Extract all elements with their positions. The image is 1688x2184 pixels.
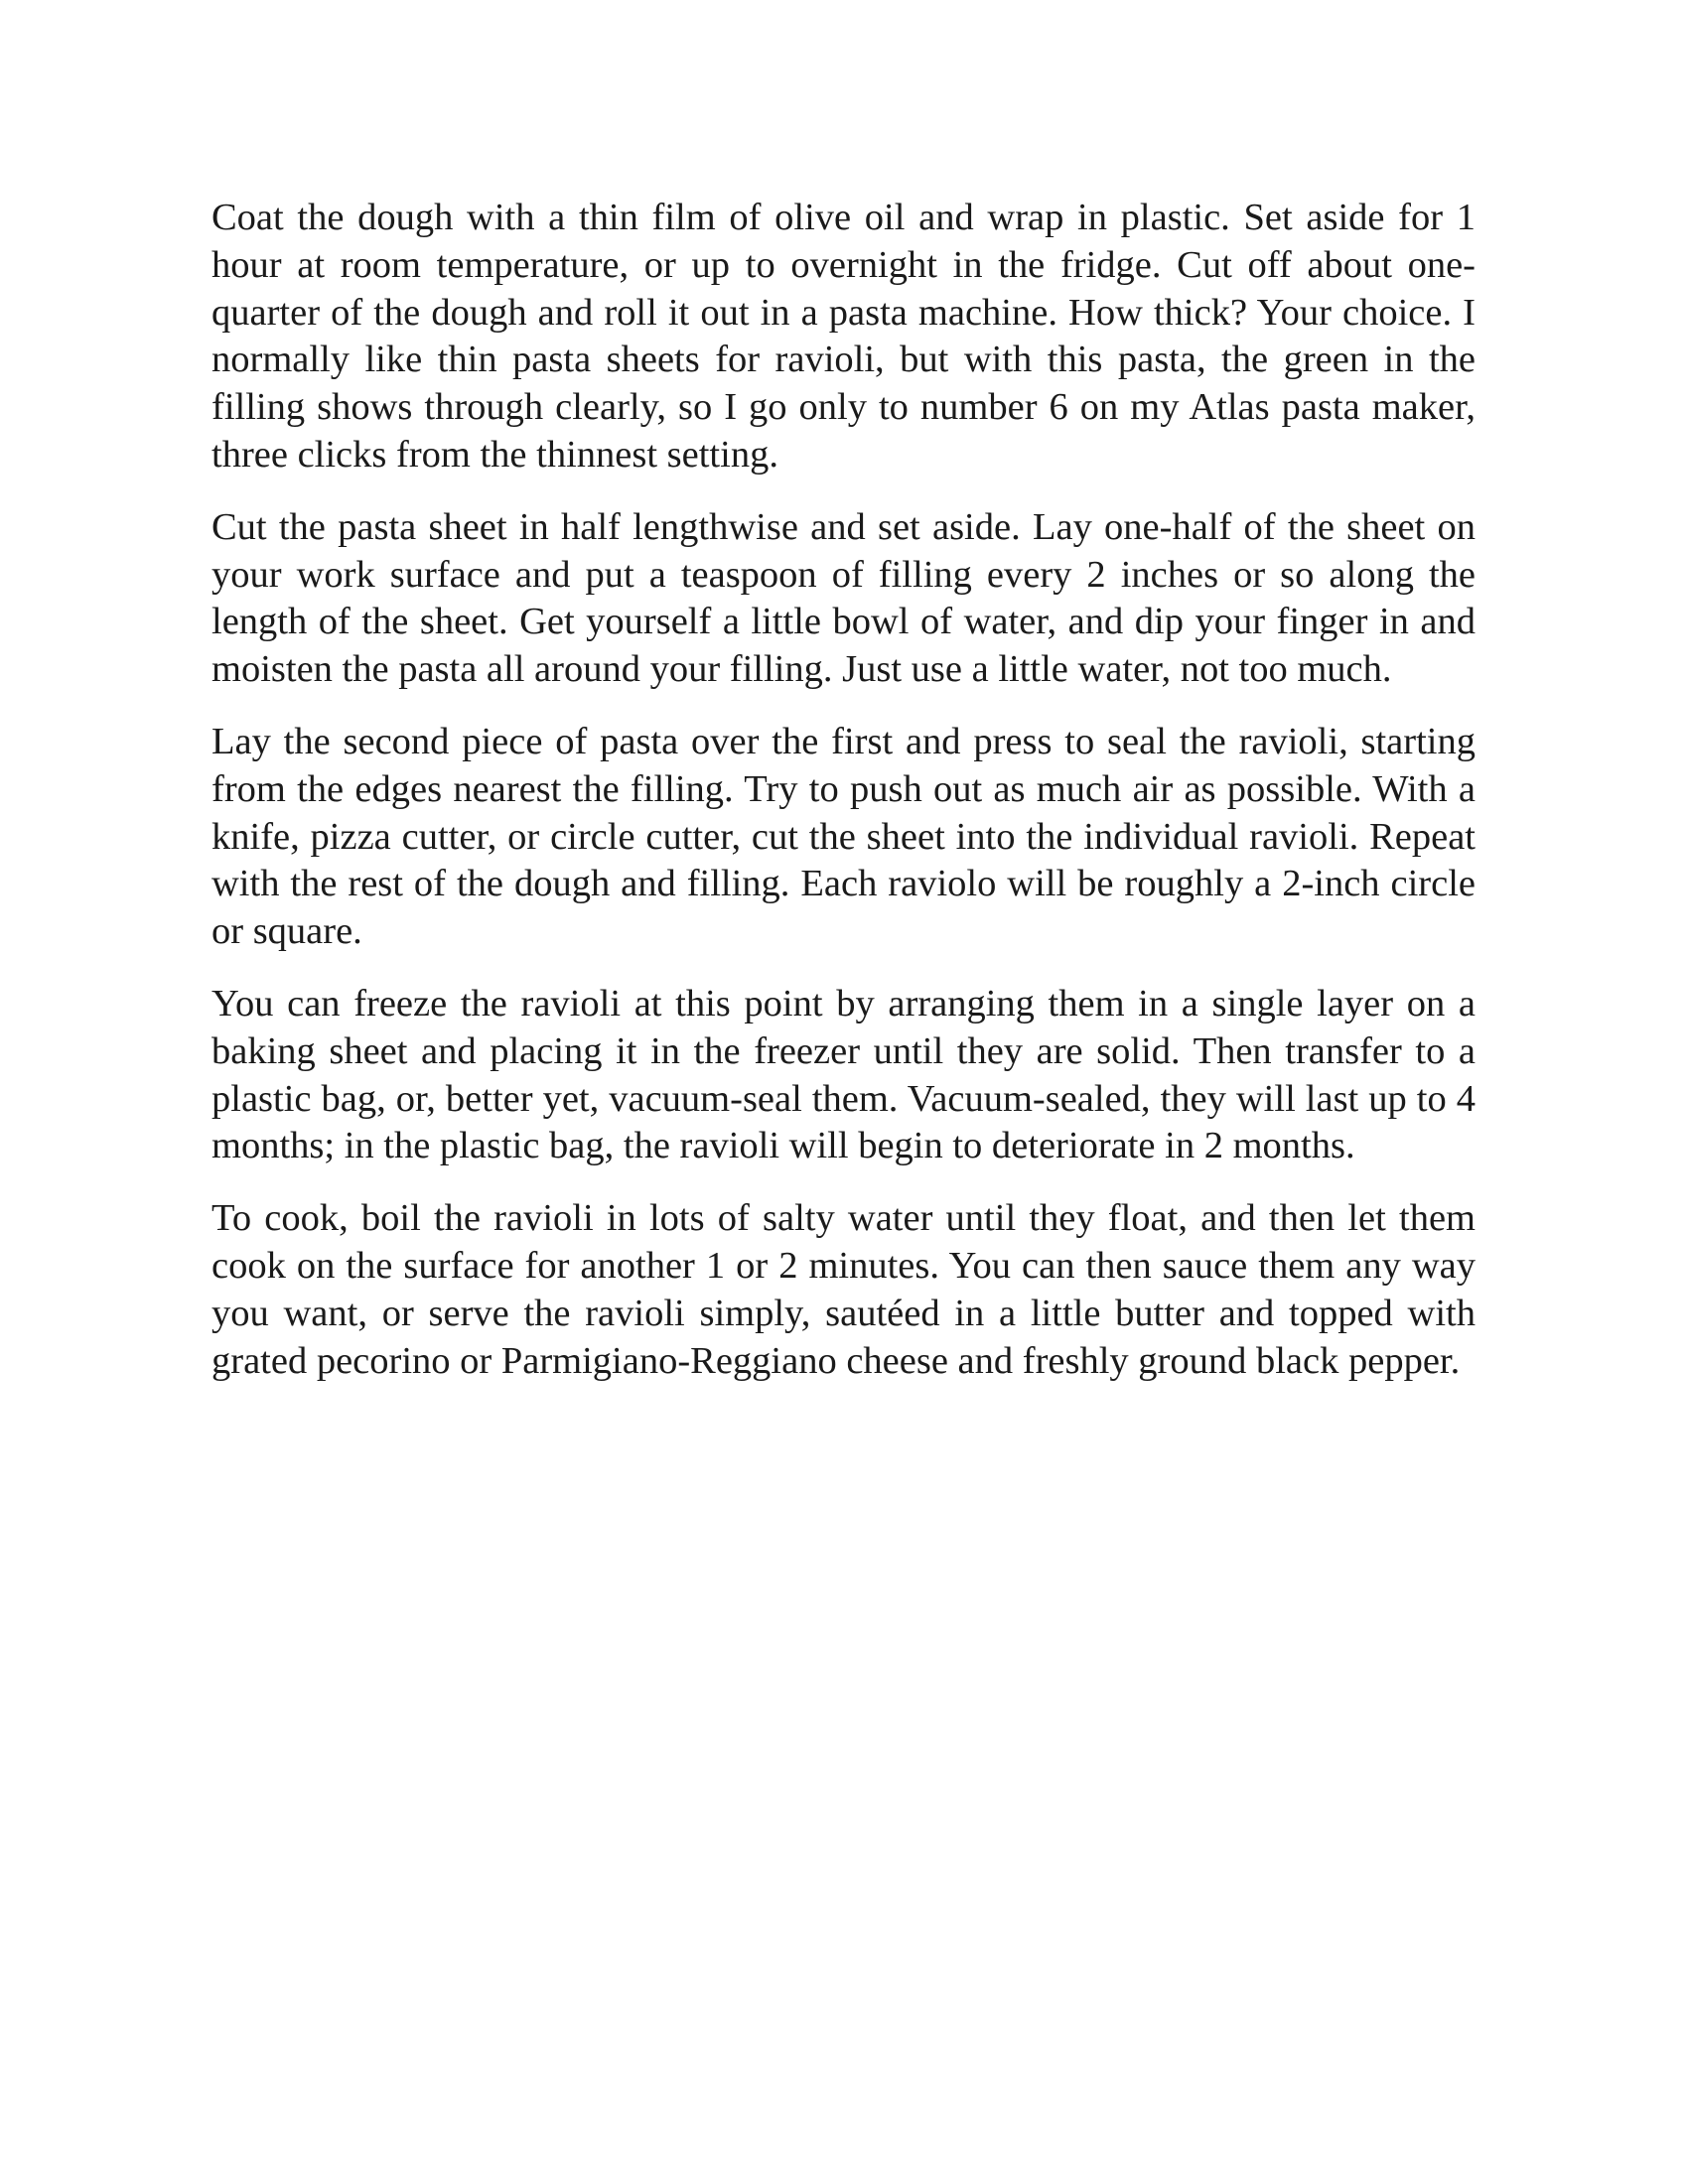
paragraph-freeze-ravioli: You can freeze the ravioli at this point by arranging them in a single layer on a baking sheet and placing it in the freezer until they are solid. Then transfer to a plastic bag, or, better yet, vacuum-seal them. Vacuum-sealed, they will last up to 4 months; in the plastic bag, the ravioli will begin to deteriorate in 2 months.: [211, 982, 1476, 1167]
paragraph-cut-sheet: Cut the pasta sheet in half lengthwise and set aside. Lay one-half of the sheet on your work surface and put a teaspoon of filling every 2 inches or so along the length of the sheet. Get yourself a little bowl of water, and dip your finger in and moisten the pasta all around your filling. Just use a little water, not too much.: [211, 505, 1476, 691]
paragraph-seal-ravioli: Lay the second piece of pasta over the first and press to seal the ravioli, starting from the edges nearest the filling. Try to push out as much air as possible. With a knife, pizza cutter, or circle cutter, cut the sheet into the individual ravioli. Repeat with the rest of the dough and filling. Each raviolo will be roughly a 2-inch circle or square.: [211, 720, 1476, 953]
body-text: [211, 195, 1476, 1410]
paragraph-cook-ravioli: To cook, boil the ravioli in lots of salty water until they float, and then let them cook on the surface for another 1 or 2 minutes. You can then sauce them any way you want, or serve the ravioli simply, sautéed in a little butter and topped with grated pecorino or Parmigiano-Reggiano cheese and freshly ground black pepper.: [211, 1197, 1476, 1382]
paragraph-coat-dough: Coat the dough with a thin film of olive oil and wrap in plastic. Set aside for 1 hour at room temperature, or up to overnight in the fridge. Cut off about one-quarter of the dough and roll it out in a pasta machine. How thick? Your choice. I normally like thin pasta sheets for ravioli, but with this pasta, the green in the filling shows through clearly, so I go only to number 6 on my Atlas pasta maker, three clicks from the thinnest setting.: [211, 197, 1476, 476]
